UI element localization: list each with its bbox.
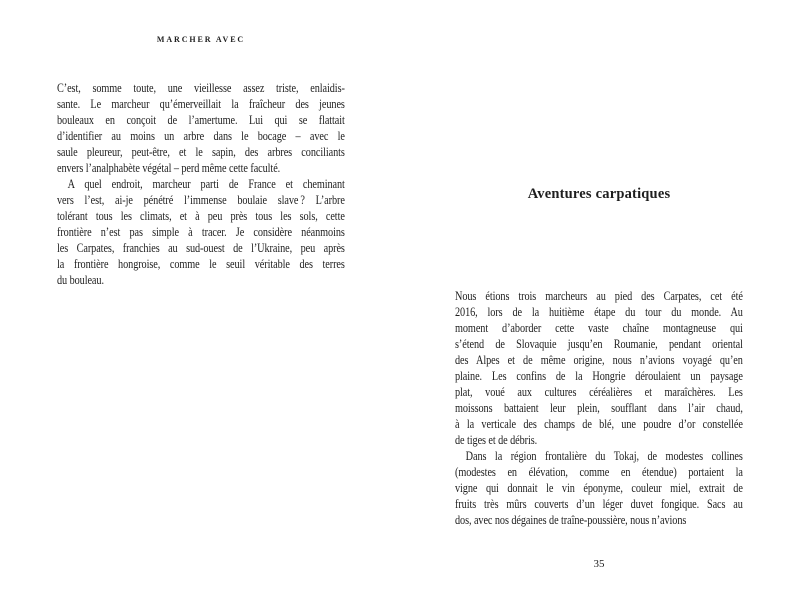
- chapter-title: Aventures carpatiques: [527, 186, 671, 202]
- text-line: moment d’aborder cette vaste chaîne montagneuse qui: [455, 321, 743, 335]
- left-page-body: [57, 80, 345, 288]
- text-line: vigne qui donnait le vin éponyme, couleur miel, extrait de: [455, 481, 743, 495]
- text-line: dos, avec nos dégaines de traîne-poussière, nous n’avions: [455, 513, 687, 527]
- text-line: plat, voué aux cultures céréalières et maraîchères. Les: [455, 385, 743, 399]
- text-line: 2016, lors de la huitième étape du tour du monde. Au: [455, 305, 743, 319]
- text-line: A quel endroit, marcheur parti de France et cheminant: [67, 177, 345, 191]
- text-line: Dans la région frontalière du Tokaj, de modestes collines: [465, 449, 743, 463]
- text-line: s’étend de Slovaquie jusqu’en Roumanie, pendant oriental: [455, 337, 743, 351]
- running-header: MARCHER AVEC: [156, 35, 246, 44]
- text-line: vers l’est, ai-je pénétré l’immense boulaie slave ? L’arbre: [57, 193, 345, 207]
- right-page-body: [455, 288, 743, 528]
- text-line: de tiges et de débris.: [455, 433, 538, 447]
- text-line: plaine. Les confins de la Hongrie déroulaient un paysage: [455, 369, 743, 383]
- text-line: saule pleureur, peut-être, et le sapin, des arbres conciliants: [57, 145, 345, 159]
- text-line: fruits très mûrs couverts d’un léger duvet fongique. Sacs au: [455, 497, 743, 511]
- text-line: C’est, somme toute, une vieillesse assez triste, enlaidis-: [57, 81, 345, 95]
- text-line: tolérant tous les climats, et à peu près tous les sols, cette: [57, 209, 345, 223]
- text-line: d’identifier au moins un arbre dans le bocage – avec le: [57, 129, 345, 143]
- text-line: sante. Le marcheur qu’émerveillait la fraîcheur des jeunes: [57, 97, 345, 111]
- text-line: du bouleau.: [57, 273, 104, 287]
- text-line: envers l’analphabète végétal – perd même cette faculté.: [57, 161, 281, 175]
- text-line: bouleaux en conçoit de l’amertume. Lui qui se flattait: [57, 113, 345, 127]
- text-line: moissons battaient leur plein, soufflant dans l’air chaud,: [455, 401, 743, 415]
- text-line: Nous étions trois marcheurs au pied des Carpates, cet été: [455, 289, 743, 303]
- text-line: des Alpes et de même origine, nous n’avions voyagé qu’en: [455, 353, 743, 367]
- text-line: à la verticale des champs de blé, une poudre d’or constellée: [455, 417, 743, 431]
- text-line: (modestes en élévation, comme en étendue) portaient la: [455, 465, 743, 479]
- page-number: 35: [593, 558, 605, 570]
- text-line: les Carpates, franchies au sud-ouest de l’Ukraine, peu après: [57, 241, 345, 255]
- text-line: frontière n’est pas simple à tracer. Je considère néanmoins: [57, 225, 345, 239]
- text-line: la frontière hongroise, comme le seuil véritable des terres: [57, 257, 345, 271]
